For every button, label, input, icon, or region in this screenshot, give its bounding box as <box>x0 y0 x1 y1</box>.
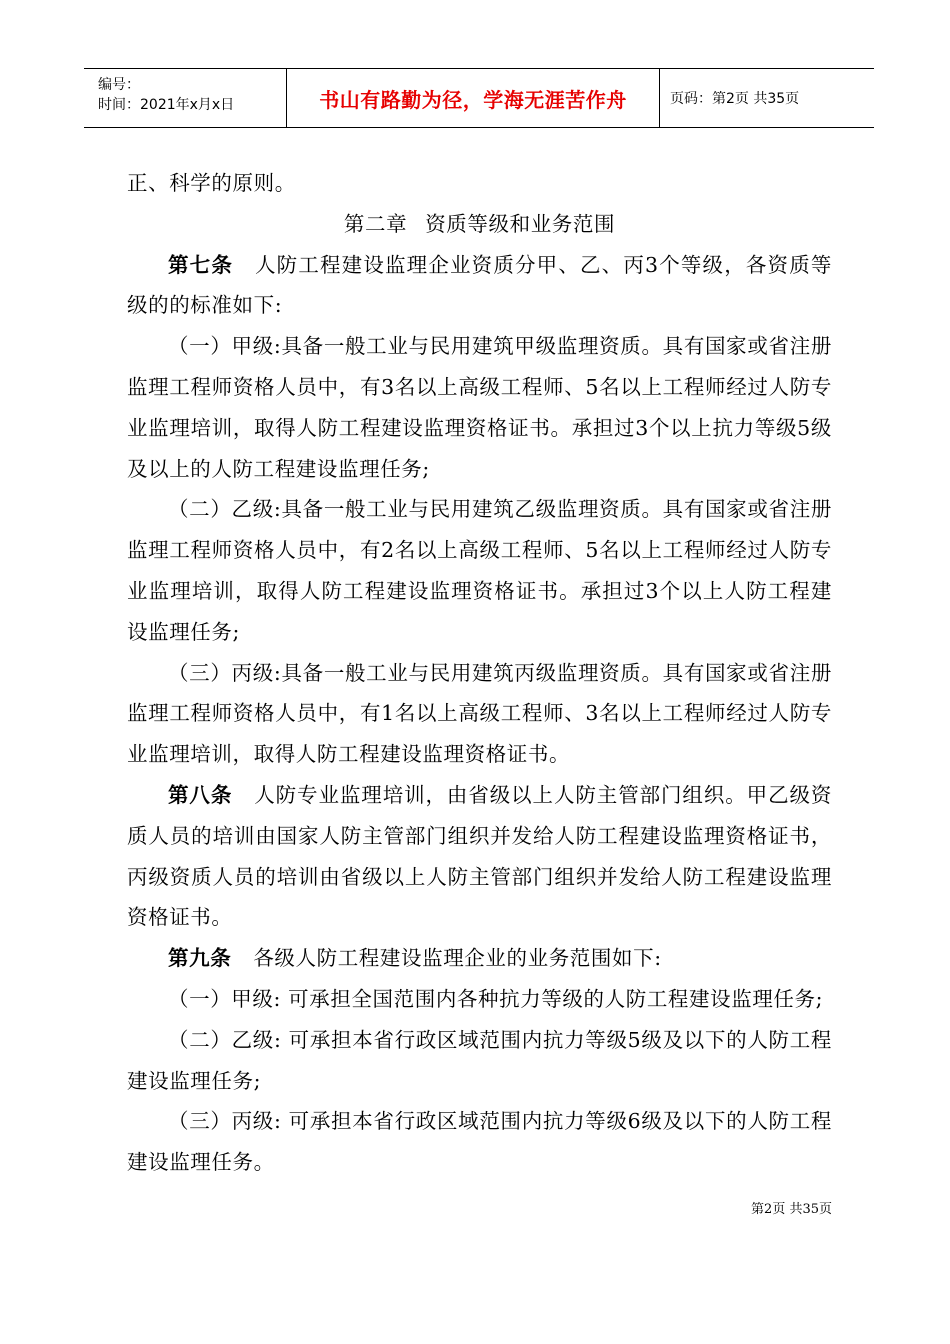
article-7-item-1: （一）甲级:具备一般工业与民用建筑甲级监理资质。具有国家或省注册监理工程师资格人员中，有3名以上高级工程师、5名以上工程师经过人防专业监理培训，取得人防工程建设监理资格证书。承担过3个以上抗力等级5级及以上的人防工程建设监理任务; <box>127 334 832 481</box>
article-7-label: 第七条 <box>168 252 234 277</box>
chapter-heading <box>127 204 832 245</box>
header-page-cell <box>660 69 874 127</box>
article-9-item-1: （一）甲级: 可承担全国范围内各种抗力等级的人防工程建设监理任务; <box>168 986 824 1011</box>
header-motto-cell <box>287 69 660 127</box>
footer-page-number: 第2页 共35页 <box>751 1202 832 1217</box>
article-7-item-2: （二）乙级:具备一般工业与民用建筑乙级监理资质。具有国家或省注册监理工程师资格人员中，有2名以上高级工程师、5名以上工程师经过人防专业监理培训，取得人防工程建设监理资格证书。承担过3个以上人防工程建设监理任务; <box>127 497 832 644</box>
chapter-number: 第二章 <box>343 211 408 236</box>
document-body <box>127 163 832 1183</box>
chapter-title: 资质等级和业务范围 <box>425 211 616 236</box>
time-label: 时间：2021年x月x日 <box>98 97 235 113</box>
motto-text: 书山有路勤为径，学海无涯苦作舟 <box>319 87 627 112</box>
article-9-item-3: （三）丙级: 可承担本省行政区域范围内抗力等级6级及以下的人防工程建设监理任务。 <box>127 1109 832 1175</box>
paragraph-continuation: 正、科学的原则。 <box>127 171 296 195</box>
article-7-item-3: （三）丙级:具备一般工业与民用建筑丙级监理资质。具有国家或省注册监理工程师资格人员中，有1名以上高级工程师、3名以上工程师经过人防专业监理培训，取得人防工程建设监理资格证书。 <box>127 660 832 767</box>
header-page-label: 页码：第2页 共35页 <box>670 91 800 107</box>
header-meta <box>84 69 287 127</box>
page-footer <box>751 1198 832 1217</box>
article-7 <box>127 245 832 327</box>
article-9 <box>127 938 832 979</box>
article-7-text: 人防工程建设监理企业资质分甲、乙、丙3个等级，各资质等级的的标准如下: <box>127 252 832 318</box>
article-8-text: 人防专业监理培训，由省级以上人防主管部门组织。甲乙级资质人员的培训由国家人防主管部门组织并发给人防工程建设监理资格证书，丙级资质人员的培训由省级以上人防主管部门组织并发给人防工程建设监理资格证书。 <box>127 782 832 930</box>
article-8 <box>127 775 832 938</box>
article-9-label: 第九条 <box>168 946 232 971</box>
article-9-item-2: （二）乙级: 可承担本省行政区域范围内抗力等级5级及以下的人防工程建设监理任务; <box>127 1027 832 1093</box>
number-label: 编号： <box>98 77 140 93</box>
article-8-label: 第八条 <box>168 782 233 807</box>
page-header <box>84 68 874 128</box>
article-9-text: 各级人防工程建设监理企业的业务范围如下: <box>253 946 662 971</box>
